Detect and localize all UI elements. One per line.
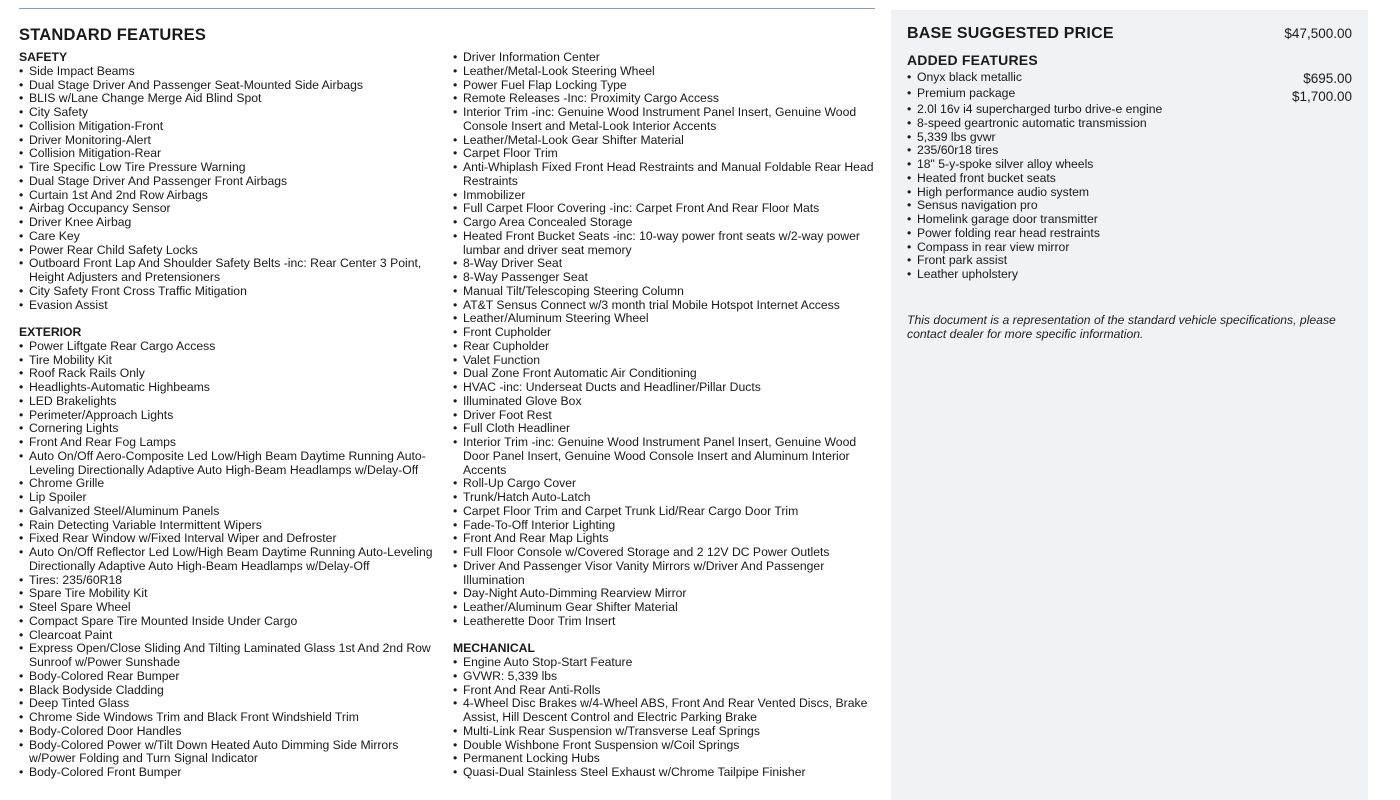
added-feature-item: [907, 199, 1352, 213]
feature-item: • Interior Trim -inc: Genuine Wood Instrument Panel Insert, Genuine Wood Console Insert and Metal-Look Interior Accents: [453, 106, 875, 134]
added-feature-item: [907, 172, 1352, 186]
standard-features-title: STANDARD FEATURES: [19, 26, 207, 44]
feature-item: • Fade-To-Off Interior Lighting: [453, 519, 875, 533]
feature-item: • GVWR: 5,339 lbs: [453, 670, 875, 684]
feature-item: • Front And Rear Map Lights: [453, 532, 875, 546]
feature-item: • Tire Specific Low Tire Pressure Warning: [19, 161, 439, 175]
added-feature-label: 8-speed geartronic automatic transmission: [917, 115, 1147, 130]
feature-item: • Roll-Up Cargo Cover: [453, 477, 875, 491]
feature-item: • AT&T Sensus Connect w/3 month trial Mobile Hotspot Internet Access: [453, 299, 875, 313]
section-heading: MECHANICAL: [453, 641, 535, 656]
base-price-value: $47,500.00: [1284, 26, 1352, 41]
feature-item: • Express Open/Close Sliding And Tilting Laminated Glass 1st And 2nd Row Sunroof w/Power Sunshade: [19, 642, 439, 670]
feature-item: • Full Carpet Floor Covering -inc: Carpet Front And Rear Floor Mats: [453, 202, 875, 216]
feature-item: • Dual Stage Driver And Passenger Seat-Mounted Side Airbags: [19, 79, 439, 93]
added-feature-label: High performance audio system: [917, 184, 1090, 199]
feature-item: • Side Impact Beams: [19, 65, 439, 79]
feature-item: • Carpet Floor Trim: [453, 147, 875, 161]
feature-item: • Leather/Aluminum Steering Wheel: [453, 312, 875, 326]
disclaimer-text: This document is a representation of the standard vehicle specifications, please contact dealer for more specific information.: [907, 313, 1336, 341]
feature-item: • Driver Information Center: [453, 51, 875, 65]
feature-item: • Front Cupholder: [453, 326, 875, 340]
feature-item: • Body-Colored Rear Bumper: [19, 670, 439, 684]
feature-item: • Front And Rear Fog Lamps: [19, 436, 439, 450]
feature-list: [453, 656, 875, 780]
feature-item: • Outboard Front Lap And Shoulder Safety Belts -inc: Rear Center 3 Point, Height Adjusters and Pretensioners: [19, 257, 439, 285]
feature-item: • Front And Rear Anti-Rolls: [453, 684, 875, 698]
feature-item: • Leather/Metal-Look Steering Wheel: [453, 65, 875, 79]
feature-item: • Valet Function: [453, 354, 875, 368]
feature-item: • Chrome Side Windows Trim and Black Front Windshield Trim: [19, 711, 439, 725]
added-feature-item: [907, 117, 1352, 131]
feature-item: • Trunk/Hatch Auto-Latch: [453, 491, 875, 505]
feature-item: • Rear Cupholder: [453, 340, 875, 354]
added-feature-label: Compass in rear view mirror: [917, 239, 1070, 254]
feature-item: • Perimeter/Approach Lights: [19, 409, 439, 423]
feature-item: • Illuminated Glove Box: [453, 395, 875, 409]
feature-item: • LED Brakelights: [19, 395, 439, 409]
feature-item: • Steel Spare Wheel: [19, 601, 439, 615]
added-feature-label: Sensus navigation pro: [917, 198, 1038, 213]
feature-item: • Dual Stage Driver And Passenger Front Airbags: [19, 175, 439, 189]
feature-item: • 4-Wheel Disc Brakes w/4-Wheel ABS, Front And Rear Vented Discs, Brake Assist, Hill Descent Control and Electric Parking Brake: [453, 697, 875, 725]
feature-item: • Permanent Locking Hubs: [453, 752, 875, 766]
feature-section: [19, 326, 439, 780]
added-feature-label: Homelink garage door transmitter: [917, 212, 1098, 226]
feature-item: • Remote Releases -Inc: Proximity Cargo Access: [453, 92, 875, 106]
feature-item: • Collision Mitigation-Rear: [19, 147, 439, 161]
feature-item: • Rain Detecting Variable Intermittent Wipers: [19, 519, 439, 533]
added-features-title: ADDED FEATURES: [907, 52, 1038, 68]
feature-item: • Tires: 235/60R18: [19, 574, 439, 588]
feature-item: • Driver Foot Rest: [453, 409, 875, 423]
feature-item: • Body-Colored Door Handles: [19, 725, 439, 739]
feature-item: • Chrome Grille: [19, 477, 439, 491]
added-feature-item: [907, 103, 1352, 117]
added-feature-label: Premium package: [917, 86, 1016, 100]
feature-item: • Anti-Whiplash Fixed Front Head Restraints and Manual Foldable Rear Head Restraints: [453, 161, 875, 189]
added-feature-item: [907, 71, 1352, 87]
feature-section: [19, 51, 439, 312]
feature-item: • Galvanized Steel/Aluminum Panels: [19, 505, 439, 519]
feature-item: • Care Key: [19, 230, 439, 244]
feature-item: • Engine Auto Stop-Start Feature: [453, 656, 875, 670]
added-feature-label: Leather upholstery: [917, 267, 1018, 281]
feature-item: • City Safety: [19, 106, 439, 120]
feature-item: • Cornering Lights: [19, 422, 439, 436]
feature-item: • Leather/Aluminum Gear Shifter Material: [453, 601, 875, 615]
base-price-label: BASE SUGGESTED PRICE: [907, 25, 1114, 42]
feature-item: • Curtain 1st And 2nd Row Airbags: [19, 189, 439, 203]
feature-item: • Quasi-Dual Stainless Steel Exhaust w/Chrome Tailpipe Finisher: [453, 766, 875, 780]
feature-item: • Headlights-Automatic Highbeams: [19, 381, 439, 395]
features-column-left: [19, 51, 439, 794]
added-feature-item: [907, 131, 1352, 145]
feature-item: • Lip Spoiler: [19, 491, 439, 505]
feature-item: • Driver Monitoring-Alert: [19, 134, 439, 148]
feature-item: • Clearcoat Paint: [19, 629, 439, 643]
added-feature-label: 235/60r18 tires: [917, 143, 999, 158]
feature-item: • Immobilizer: [453, 189, 875, 203]
feature-item: • Full Floor Console w/Covered Storage and 2 12V DC Power Outlets: [453, 546, 875, 560]
feature-list: [19, 65, 439, 313]
added-feature-item: [907, 227, 1352, 241]
added-feature-label: 18" 5-y-spoke silver alloy wheels: [917, 157, 1094, 171]
feature-item: • 8-Way Passenger Seat: [453, 271, 875, 285]
feature-item: • Full Cloth Headliner: [453, 422, 875, 436]
added-feature-item: [907, 144, 1352, 158]
added-feature-item: [907, 213, 1352, 227]
added-feature-price: $695.00: [1303, 71, 1352, 86]
feature-section: [453, 642, 875, 780]
feature-item: • Auto On/Off Reflector Led Low/High Beam Daytime Running Auto-Leveling Directionally Adaptive Auto High-Beam Headlamps w/Delay-Off: [19, 546, 439, 574]
feature-item: • Black Bodyside Cladding: [19, 684, 439, 698]
feature-item: • Evasion Assist: [19, 299, 439, 313]
feature-item: • Driver Knee Airbag: [19, 216, 439, 230]
feature-item: • Double Wishbone Front Suspension w/Coil Springs: [453, 739, 875, 753]
added-feature-item: [907, 186, 1352, 200]
pricing-panel: [891, 10, 1368, 800]
feature-item: • BLIS w/Lane Change Merge Aid Blind Spot: [19, 92, 439, 106]
feature-item: • Power Liftgate Rear Cargo Access: [19, 340, 439, 354]
feature-item: • Tire Mobility Kit: [19, 354, 439, 368]
feature-section: [453, 51, 875, 629]
feature-item: • City Safety Front Cross Traffic Mitigation: [19, 285, 439, 299]
added-feature-label: Heated front bucket seats: [917, 170, 1056, 185]
top-divider: [19, 8, 875, 9]
feature-item: • Spare Tire Mobility Kit: [19, 587, 439, 601]
added-feature-label: Power folding rear head restraints: [917, 225, 1100, 240]
feature-item: • Leatherette Door Trim Insert: [453, 615, 875, 629]
feature-item: • Manual Tilt/Telescoping Steering Column: [453, 285, 875, 299]
feature-list: [453, 51, 875, 629]
feature-item: • Fixed Rear Window w/Fixed Interval Wiper and Defroster: [19, 532, 439, 546]
added-feature-item: [907, 158, 1352, 172]
feature-item: • Compact Spare Tire Mounted Inside Under Cargo: [19, 615, 439, 629]
added-feature-item: [907, 241, 1352, 255]
feature-item: • HVAC -inc: Underseat Ducts and Headliner/Pillar Ducts: [453, 381, 875, 395]
feature-item: • Deep Tinted Glass: [19, 697, 439, 711]
features-column-middle: [453, 51, 875, 794]
added-feature-price: $1,700.00: [1291, 88, 1352, 104]
section-heading: SAFETY: [19, 50, 68, 64]
feature-list: [19, 340, 439, 780]
feature-item: • Auto On/Off Aero-Composite Led Low/High Beam Daytime Running Auto-Leveling Directionally Adaptive Auto High-Beam Headlamps w/Delay-Off: [19, 450, 439, 478]
feature-item: • Power Fuel Flap Locking Type: [453, 79, 875, 93]
feature-item: • Multi-Link Rear Suspension w/Transverse Leaf Springs: [453, 725, 875, 739]
added-feature-label: Front park assist: [917, 253, 1008, 268]
feature-item: • Body-Colored Power w/Tilt Down Heated Auto Dimming Side Mirrors w/Power Folding and Turn Signal Indicator: [19, 739, 439, 767]
feature-item: • Day-Night Auto-Dimming Rearview Mirror: [453, 587, 875, 601]
feature-item: • Cargo Area Concealed Storage: [453, 216, 875, 230]
feature-item: • Airbag Occupancy Sensor: [19, 202, 439, 216]
feature-item: • Roof Rack Rails Only: [19, 367, 439, 381]
feature-item: • Body-Colored Front Bumper: [19, 766, 439, 780]
feature-item: • Carpet Floor Trim and Carpet Trunk Lid/Rear Cargo Door Trim: [453, 505, 875, 519]
feature-item: • Collision Mitigation-Front: [19, 120, 439, 134]
added-features-list: [907, 71, 1352, 282]
feature-item: • Leather/Metal-Look Gear Shifter Material: [453, 134, 875, 148]
added-feature-label: 2.0l 16v i4 supercharged turbo drive-e engine: [917, 102, 1163, 116]
feature-item: • Interior Trim -inc: Genuine Wood Instrument Panel Insert, Genuine Wood Door Panel Insert, Genuine Wood Console Insert and Aluminum Interior Accents: [453, 436, 875, 477]
feature-item: • 8-Way Driver Seat: [453, 257, 875, 271]
feature-item: • Dual Zone Front Automatic Air Conditioning: [453, 367, 875, 381]
feature-item: • Heated Front Bucket Seats -inc: 10-way power front seats w/2-way power lumbar and driver seat memory: [453, 230, 875, 258]
added-feature-item: [907, 268, 1352, 282]
added-feature-item: [907, 254, 1352, 268]
added-feature-item: [907, 87, 1352, 103]
added-feature-label: 5,339 lbs gvwr: [917, 129, 996, 144]
added-feature-label: Onyx black metallic: [917, 70, 1022, 84]
section-heading: EXTERIOR: [19, 325, 82, 339]
feature-item: • Driver And Passenger Visor Vanity Mirrors w/Driver And Passenger Illumination: [453, 560, 875, 588]
feature-item: • Power Rear Child Safety Locks: [19, 244, 439, 258]
